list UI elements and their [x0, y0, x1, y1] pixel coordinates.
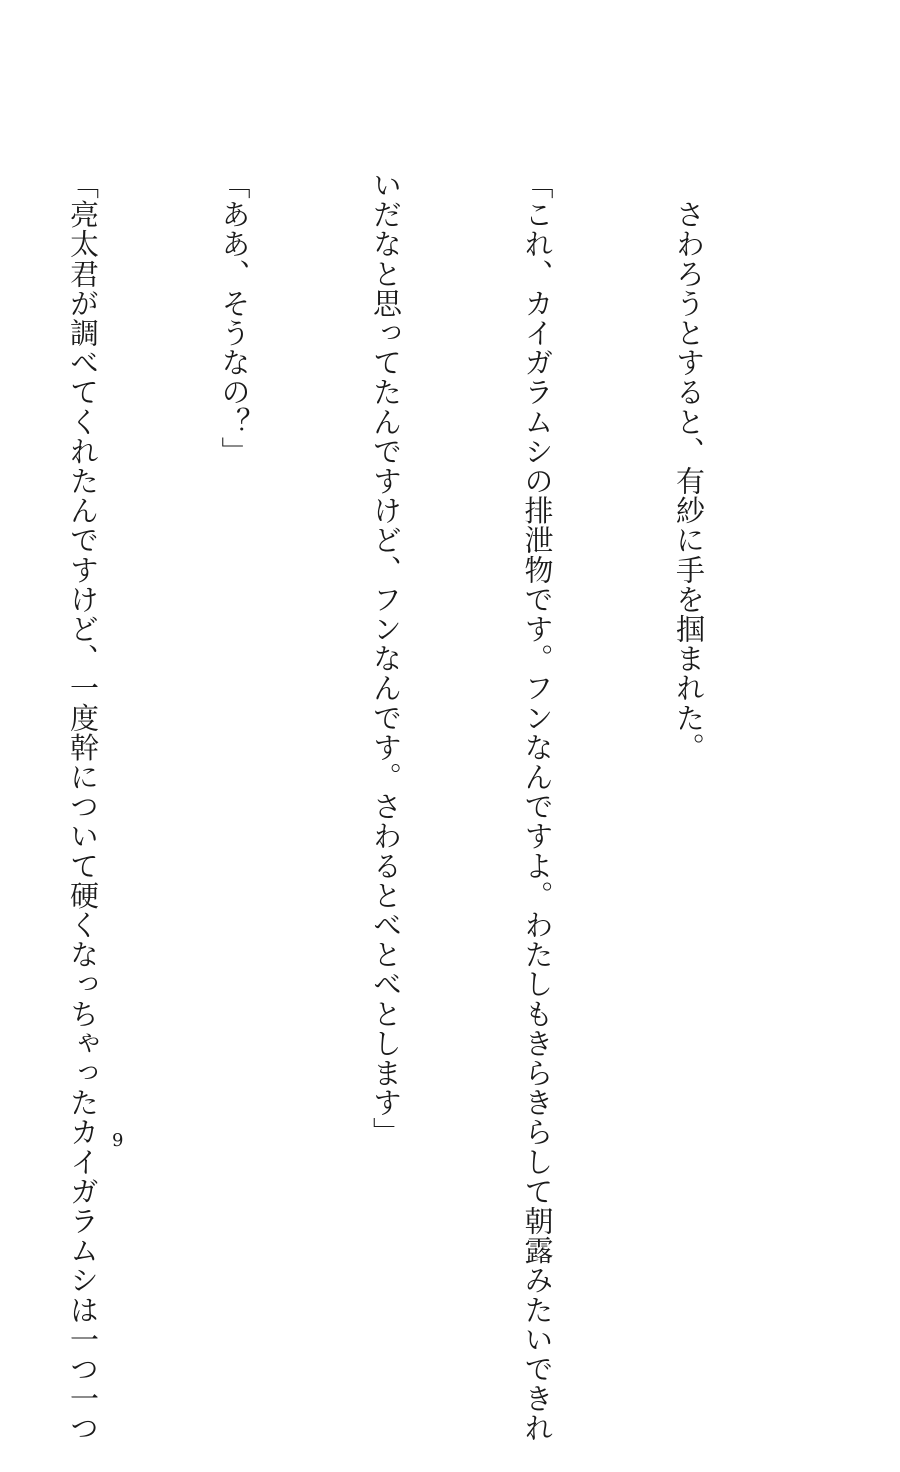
text-line: いだなと思ってたんですけど、フンなんです。さわるとべとべとします」	[369, 170, 403, 1147]
text-line: さわろうとすると、有紗に手を掴まれた。	[672, 170, 706, 762]
text-line: 「亮太君が調べてくれたんですけど、一度幹について硬くなっちゃったカイガラムシは一つ一つ	[66, 170, 100, 1443]
text-line: 「ああ、そうなの？」	[217, 170, 252, 466]
text-line: 「これ、カイガラムシの排泄物です。フンなんですよ。わたしもきらきらして朝露みたいできれ	[520, 170, 555, 1443]
body-text	[0, 170, 815, 1443]
page-number: 9	[112, 1130, 124, 1151]
